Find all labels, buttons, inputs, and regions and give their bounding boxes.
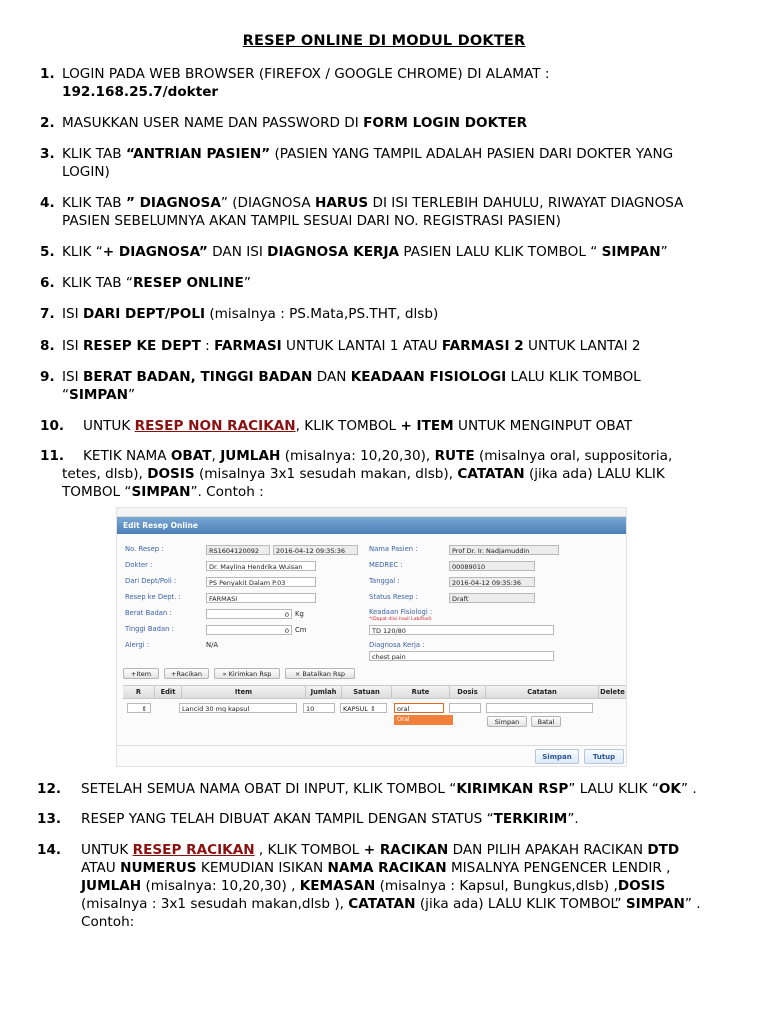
step-text: [83, 417, 632, 435]
text-bold: CATATAN: [348, 896, 416, 912]
text-part: (misalnya : 3x1 sesudah makan,dlsb ),: [81, 896, 349, 912]
text-bold: NAMA RACIKAN: [327, 860, 447, 876]
step-number: 13.: [37, 811, 62, 827]
browser-bar: [117, 508, 626, 517]
step-text: [83, 447, 672, 465]
step-number: 5.: [40, 244, 55, 260]
text-part: , KLIK TOMBOL: [254, 842, 364, 858]
step-text: [62, 274, 251, 292]
text-bold: DARI DEPT/POLI: [82, 306, 206, 322]
row-batal-button[interactable]: Batal: [531, 716, 561, 727]
step-text: PASIEN SEBELUMNYA AKAN TAMPIL SESUAI DARI NO. REGISTRASI PASIEN): [62, 213, 561, 229]
label-resep-ke: Resep ke Dept. :: [125, 593, 181, 601]
text-part: DAN ISI: [207, 244, 268, 260]
step-number: 11.: [40, 448, 65, 464]
dokter-field[interactable]: Dr. Maylina Hendrika Wuisan: [206, 561, 316, 571]
text-highlight: RESEP NON RACIKAN: [134, 418, 296, 434]
text-bold: HARUS: [314, 195, 369, 211]
text-part: ATAU: [81, 860, 121, 876]
label-diagnosa: Diagnosa Kerja :: [369, 641, 425, 649]
text-part: KLIK TAB: [62, 146, 126, 162]
col-item: Item: [182, 686, 306, 698]
status-field[interactable]: Draft: [449, 593, 535, 603]
text-part: (misalnya 3x1 sesudah makan, dlsb),: [194, 466, 458, 482]
add-item-button[interactable]: +Item: [123, 668, 159, 679]
label-status: Status Resep :: [369, 593, 418, 601]
tanggal-field[interactable]: 2016-04-12 09:35:36: [449, 577, 535, 587]
text-part: KLIK TAB “: [62, 275, 133, 291]
berat-unit: Kg: [295, 610, 304, 618]
step-number: 10.: [40, 418, 65, 434]
text-part: ” .: [684, 896, 701, 912]
text-bold: RESEP ONLINE: [132, 275, 244, 291]
footer-divider: [117, 745, 626, 746]
step-text: [62, 194, 683, 212]
col-delete: Delete: [600, 688, 625, 696]
text-bold: + ITEM: [400, 418, 454, 434]
text-part: MISALNYA PENGENCER LENDIR ,: [446, 860, 671, 876]
diagnosa-field[interactable]: chest pain: [369, 651, 554, 661]
add-racikan-button[interactable]: +Racikan: [164, 668, 209, 679]
satuan-select[interactable]: [340, 703, 387, 713]
spinner-icon: ⇕: [370, 705, 376, 713]
text-bold: DTD: [647, 842, 680, 858]
form-screenshot: [116, 507, 627, 767]
col-jumlah: Jumlah: [306, 686, 342, 698]
text-bold: DOSIS: [617, 878, 666, 894]
text-part: DAN PILIH APAKAH RACIKAN: [448, 842, 648, 858]
text-part: ISI: [62, 306, 83, 322]
step-number: 9.: [40, 369, 55, 385]
col-dosis: Dosis: [450, 686, 486, 698]
text-part: MASUKKAN USER NAME DAN PASSWORD DI: [62, 115, 364, 131]
step-text: [81, 841, 679, 859]
step-text: [62, 368, 641, 386]
label-nama-pasien: Nama Pasien :: [369, 545, 418, 553]
text-bold: FARMASI: [214, 338, 282, 354]
text-part: LALU KLIK TOMBOL: [506, 369, 641, 385]
text-part: ”: [243, 275, 251, 291]
step-text: [81, 859, 670, 877]
fisiologi-field[interactable]: TD 120/80: [369, 625, 554, 635]
text-part: :: [200, 338, 215, 354]
text-part: ” .: [680, 781, 697, 797]
nama-pasien-field[interactable]: Prof Dr. Ir. Nadjamuddin: [449, 545, 559, 555]
text-part: DAN: [312, 369, 351, 385]
text-part: UNTUK MENGINPUT OBAT: [453, 418, 633, 434]
text-bold: BERAT BADAN, TINGGI BADAN: [82, 369, 313, 385]
col-edit: Edit: [155, 686, 182, 698]
step-number: 14.: [37, 842, 62, 858]
text-part: ” LALU KLIK “: [568, 781, 659, 797]
step-bold: 192.168.25.7/dokter: [62, 84, 219, 100]
dari-dept-field[interactable]: PS Penyakit Dalam P.03: [206, 577, 316, 587]
text-part: (misalnya : PS.Mata,PS.THT, dlsb): [205, 306, 439, 322]
jumlah-field[interactable]: 10: [303, 703, 335, 713]
r-select[interactable]: [127, 703, 151, 713]
label-tanggal: Tanggal :: [369, 577, 400, 585]
step-number: 7.: [40, 306, 55, 322]
rute-dropdown-option[interactable]: Oral: [394, 715, 453, 725]
step-text: [62, 483, 264, 501]
text-part: TOMBOL “: [62, 484, 132, 500]
text-part: UNTUK: [81, 842, 133, 858]
form-header: Edit Resep Online: [117, 517, 626, 534]
text-part: KLIK TAB: [62, 195, 126, 211]
step-text: [62, 386, 135, 404]
no-resep-field[interactable]: RS1604120092: [206, 545, 270, 555]
step-text: [62, 337, 641, 355]
text-part: UNTUK: [83, 418, 135, 434]
text-part: RESEP YANG TELAH DIBUAT AKAN TAMPIL DENGAN STATUS “: [81, 811, 494, 827]
text-part: (misalnya oral, suppositoria,: [474, 448, 673, 464]
step-text: [81, 810, 579, 828]
step-number: 3.: [40, 146, 55, 162]
step-number: 8.: [40, 338, 55, 354]
col-catatan: Catatan: [486, 686, 599, 698]
text-bold: “ANTRIAN PASIEN”: [125, 146, 271, 162]
text-bold: KEADAAN FISIOLOGI: [350, 369, 507, 385]
step-text: Contoh:: [81, 914, 135, 930]
text-bold: SIMPAN: [69, 387, 129, 403]
col-r: R: [123, 686, 155, 698]
table-header: [123, 685, 626, 699]
spinner-icon: ⇕: [141, 705, 147, 713]
text-bold: SIMPAN: [601, 244, 661, 260]
label-dokter: Dokter :: [125, 561, 153, 569]
step-number: 6.: [40, 275, 55, 291]
text-bold: CATATAN: [457, 466, 525, 482]
text-part: tetes, dlsb),: [62, 466, 148, 482]
text-bold: SIMPAN: [625, 896, 685, 912]
label-berat: Berat Badan :: [125, 609, 172, 617]
col-rute: Rute: [392, 686, 450, 698]
tutup-button[interactable]: Tutup: [584, 749, 624, 764]
step-text: [62, 305, 438, 323]
label-no-resep: No. Resep :: [125, 545, 164, 553]
text-part: KETIK NAMA: [83, 448, 171, 464]
step-number: 12.: [37, 781, 62, 797]
step-text: LOGIN PADA WEB BROWSER (FIREFOX / GOOGLE CHROME) DI ALAMAT :: [62, 66, 550, 82]
text-bold: TERKIRIM: [493, 811, 568, 827]
step-number: 4.: [40, 195, 55, 211]
text-part: PASIEN LALU KLIK TOMBOL “: [399, 244, 602, 260]
text-bold: KEMASAN: [299, 878, 376, 894]
dosis-field[interactable]: [449, 703, 481, 713]
label-tinggi: Tinggi Badan :: [125, 625, 174, 633]
item-field[interactable]: Lancid 30 mg kapsul: [179, 703, 297, 713]
text-bold: RESEP KE DEPT: [82, 338, 201, 354]
text-bold: JUMLAH: [220, 448, 281, 464]
text-part: SETELAH SEMUA NAMA OBAT DI INPUT, KLIK TOMBOL “: [81, 781, 457, 797]
text-part: ” (DIAGNOSA: [220, 195, 315, 211]
label-alergi: Alergi :: [125, 641, 150, 649]
text-part: (misalnya: 10,20,30),: [280, 448, 435, 464]
text-part: ”: [128, 387, 136, 403]
step-text: LOGIN): [62, 164, 110, 180]
text-bold: SIMPAN: [131, 484, 191, 500]
text-part: ISI: [62, 338, 83, 354]
step-text: [62, 243, 668, 261]
resep-ke-field[interactable]: FARMASI: [206, 593, 316, 603]
text-bold: DOSIS: [147, 466, 195, 482]
text-part: (misalnya : Kapsul, Bungkus,dlsb) ,: [375, 878, 618, 894]
text-part: (jika ada) LALU KLIK: [524, 466, 665, 482]
text-part: ”.: [567, 811, 579, 827]
step-text: [62, 465, 665, 483]
text-part: DI ISI TERLEBIH DAHULU, RIWAYAT DIAGNOSA: [368, 195, 684, 211]
berat-field[interactable]: 0: [206, 609, 292, 619]
text-part: ”: [660, 244, 668, 260]
text-bold: ” DIAGNOSA: [125, 195, 221, 211]
label-medrec: MEDREC :: [369, 561, 403, 569]
label-dari-dept: Dari Dept/Poli :: [125, 577, 177, 585]
fisiologi-note: *(Dapat diisi hasil Lab/Rad): [369, 617, 432, 622]
text-bold: DIAGNOSA KERJA: [267, 244, 400, 260]
text-bold: NUMERUS: [120, 860, 197, 876]
text-highlight: RESEP RACIKAN: [132, 842, 255, 858]
text-bold: + DIAGNOSA”: [102, 244, 208, 260]
rute-field[interactable]: oral: [394, 703, 444, 713]
step-text: [81, 780, 697, 798]
text-part: ISI: [62, 369, 83, 385]
text-part: ,: [211, 448, 221, 464]
satuan-value: KAPSUL: [343, 705, 369, 713]
step-number: 1.: [40, 66, 55, 82]
step-text: [81, 895, 701, 913]
step-number: 2.: [40, 115, 55, 131]
text-part: UNTUK LANTAI 1 ATAU: [281, 338, 442, 354]
row-simpan-button[interactable]: Simpan: [487, 716, 527, 727]
text-bold: JUMLAH: [81, 878, 142, 894]
text-part: KLIK “: [62, 244, 103, 260]
simpan-button[interactable]: Simpan: [535, 749, 579, 764]
col-satuan: Satuan: [342, 686, 392, 698]
page-title: RESEP ONLINE DI MODUL DOKTER: [242, 33, 526, 49]
kirimkan-rsp-button[interactable]: » Kirimkan Rsp: [214, 668, 280, 679]
text-part: (misalnya: 10,20,30) ,: [141, 878, 300, 894]
step-text: [81, 877, 665, 895]
catatan-field[interactable]: [486, 703, 593, 713]
text-part: KEMUDIAN ISIKAN: [196, 860, 328, 876]
label-fisiologi: Keadaan Fisiologi :: [369, 608, 433, 616]
medrec-field[interactable]: 00089010: [449, 561, 535, 571]
text-bold: + RACIKAN: [363, 842, 449, 858]
text-part: ”. Contoh :: [190, 484, 264, 500]
batalkan-rsp-button[interactable]: × Batalkan Rsp: [285, 668, 355, 679]
step-text: [62, 145, 673, 163]
text-bold: FARMASI 2: [441, 338, 524, 354]
text-bold: OBAT: [170, 448, 212, 464]
no-resep-time-field[interactable]: 2016-04-12 09:35:36: [273, 545, 358, 555]
text-bold: OK: [658, 781, 681, 797]
text-bold: RUTE: [434, 448, 475, 464]
text-part: UNTUK LANTAI 2: [523, 338, 641, 354]
text-part: (PASIEN YANG TAMPIL ADALAH PASIEN DARI DOKTER YANG: [270, 146, 674, 162]
text-bold: KIRIMKAN RSP: [456, 781, 569, 797]
text-part: (jika ada) LALU KLIK TOMBOL”: [415, 896, 626, 912]
text-bold: FORM LOGIN DOKTER: [363, 115, 528, 131]
step-text: [62, 114, 527, 132]
tinggi-field[interactable]: 0: [206, 625, 292, 635]
tinggi-unit: Cm: [295, 626, 307, 634]
alergi-value: N/A: [206, 641, 219, 649]
text-part: , KLIK TOMBOL: [295, 418, 401, 434]
text-part: “: [62, 387, 70, 403]
